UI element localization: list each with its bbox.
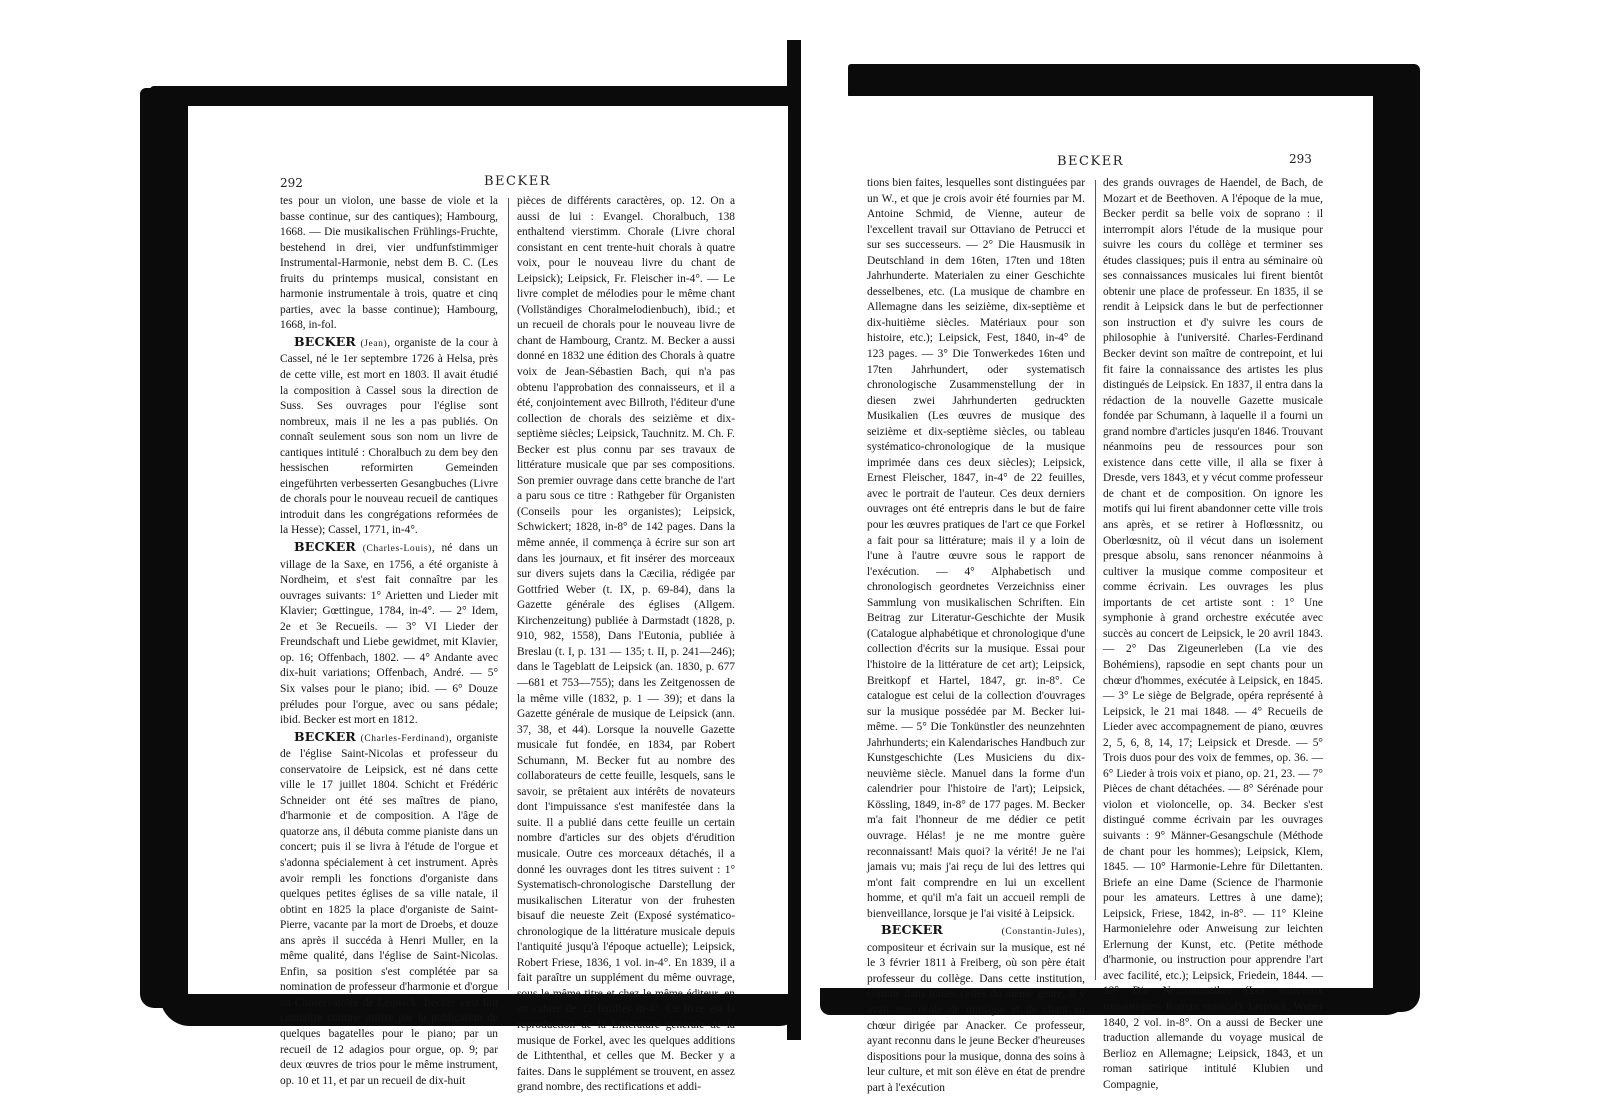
column-1 <box>867 176 1085 1096</box>
entry-text: , organiste de la cour à Cassel, né le 1er septembre 1726 à Helsa, près de cette ville, est mort en 1803. Il avait étudié la composition à Cassel sous la direction de Suss. Ses ouvrages pour l'église sont nombreux, mais il ne les a pas publiés. On connaît seulement sous son nom un livre de cantiques intitulé : Choralbuch zu dem bey den hessischen reformirten Gemeinden eingeführten verbesserten Gesangbuches (Livre de chorals pour le nouveau recueil de cantiques introduit dans les congrégations reformées de la Hesse); Cassel, 1771, in-4°. <box>280 336 498 537</box>
entry-given-name: (Constantin-Jules) <box>1001 927 1083 938</box>
paragraph: pièces de différents caractères, op. 12. On a aussi de lui : Evangel. Choralbuch, 138 enthaltend vierstimm. Chorale (Livre choral consistant en cent trente-huit chorals à quatre voix, pour le nouveau livre du chant de Leipsick); Leipsick, Fr. Fleischer in-4°. — Le livre complet de mélodies pour le même chant (Vollständiges Choralmelodienbuch), ibid.; et un recueil de chorals pour le nouveau livre de chant de Hambourg, Crantz. M. Becker a aussi donné en 1832 une édition des Chorals à quatre voix de Jean-Sébastien Bach, qui n'a pas obtenu l'approbation des connaisseurs, et il a été, conjointement avec Billroth, l'éditeur d'une collection de chorals des seizième et dix-septième siècles; Leipsick, Tauchnitz. M. Ch. F. Becker est plus connu par ses travaux de littérature musicale que par ses compositions. Son premier ouvrage dans cette branche de l'art a paru sous ce titre : Rathgeber für Organisten (Conseils pour les organistes); Leipsick, Schwickert; 1828, in-8° de 142 pages. Dans la même année, il commença à écrire sur son art dans les journaux, et fit insérer des morceaux sur divers sujets dans la Cæcilia, rédigée par Gottfried Weber (t. IX, p. 69-84), dans la Gazette générale des églises (Allgem. Kirchenzeitung) publiée à Darmstadt (1828, p. 910, 982, 1558), Dans l'Eutonia, publiée à Breslau (t. I, p. 131 — 135; t. II, p. 241—246); dans le Tageblatt de Leipsick (an. 1830, p. 677—681 et 753—755); dans les Zeitgenossen de la même ville (1832, p. 1 — 39); et dans la Gazette générale de musique de Leipsick (ann. 37, 38, et 44). Lorsque la nouvelle Gazette musicale fut fondée, en 1834, par Robert Schumann, M. Becker fut au nombre des collaborateurs de cette feuille, lesquels, sans le savoir, se prêtaient aux intérêts de novateurs dont l'impuissance s'est manifestée dans la suite. Il a publié dans cette feuille un certain nombre d'articles sur des objets d'érudition musicale. Outre ces morceaux détachés, il a donné les ouvrages dont les titres suivent : 1° Systematisch-chronologische Darstellung der musikalischen Literatur von der fruhesten bisauf die neueste Zeit (Exposé systématico-chronologique de la littérature musicale depuis l'antiquité jusqu'à l'époque actuelle); Leipsick, Robert Friese, 1836, 1 vol. in-4°. En 1839, il a fait paraître un supplément du même ouvrage, sous le même titre et chez le même éditeur, en un cahier de 12 feuilles in-4°. Ce livre est la reproduction de la Littérature générale de la musique de Forkel, avec les quelques additions de Lithtenthal, et celles que M. Becker y a faites. Dans le supplément se trouvent, en assez grand nombre, des rectifications et addi- <box>517 195 735 1094</box>
paragraph: tions bien faites, lesquelles sont distinguées par un W., et que je crois avoir été fournies par M. Antoine Schmid, de Vienne, auteur de l'excellent travail sur Ottaviano de Petrucci et sur ses successeurs. — 2° Die Hausmusik in Deutschland in dem 16ten, 17ten und 18ten Jahrhunderte. Materialen zu einer Geschichte desselbenes, etc. (La musique de chambre en Allemagne dans les seizième, dix-septième et dix-huitième siècles. Matériaux pour son histoire, etc.); Leipsick, Fest, 1840, in-4° de 123 pages. — 3° Die Tonwerkedes 16ten und 17ten Jahrhundert, oder systematisch chronologische Zusammenstellung der in diesen zwei Jahrhunderten gedruckten Musikalien (Les œuvres de musique des seizième et dix-septième siècles, ou tableau systématico-chronologique de la musique imprimée dans ces deux siècles); Leipsick, Ernest Fleischer, 1847, in-4° de 22 feuilles, avec le portrait de l'auteur. Ces deux derniers ouvrages ont été entrepris dans le but de faire pour les œuvres pratiques de l'art ce que Forkel a fait pour sa littérature; mais il y a loin de l'une à l'autre œuvre sous le rapport de l'exécution. — 4° Alphabetisch und chronologisch geordnetes Verzeichniss einer Sammlung von musikalischen Schriften. Ein Beitrag zur Literatur-Geschichte der Musik (Catalogue alphabétique et chronologique d'une collection d'écrits sur la musique. Essai pour l'histoire de la littérature de cet art); Leipsick, Breitkopf et Hartel, 1847, gr. in-8°. Ce catalogue est celui de la collection d'ouvrages sur la musique possédée par M. Becker lui-même. — 5° Die Tonkünstler des neunzehnten Jahrhunderts; ein Kalendarisches Handbuch zur Kunstgeschichte (Les Musiciens du dix-neuvième siècle. Manuel dans la forme d'un calendrier pour l'histoire de l'art); Leipsick, Kössling, 1849, in-8° de 177 pages. M. Becker m'a fait l'honneur de me dédier ce petit ouvrage. Hélas! je ne me montre guère reconnaissant! Mais quoi? la vérité! Je ne l'ai jamais vu; mais j'ai reçu de lui des lettres qui m'ont fait comprendre en lui un excellent homme, et qu'il m'a fait un accueil rempli de bienveillance, lorsque je l'ai visité à Leipsick. <box>867 177 1085 920</box>
entry-text: , organiste de l'église Saint-Nicolas et professeur du conservatoire de Leipsick, est né dans cette ville le 17 juillet 1804. Schicht et Frédéric Schneider ont été ses maîtres de piano, d'harmonie et de composition. A l'âge de quatorze ans, il débuta comme pianiste dans un concert; puis il se livra à l'étude de l'orgue et s'adonna spécialement à cet instrument. Après avoir rempli les fonctions d'organiste dans quelques petites églises de sa ville natale, il obtint en 1825 la place d'organiste de Saint-Pierre, vacante par la mort de Droebs, et douze ans après il succéda à Henri Muller, en la même qualité, dans l'église de Saint-Nicolas. Enfin, sa position s'est complétée par sa nomination de professeur d'harmonie et d'orgue au Conservatoire de Leipsick. Becker s'est fait connaître comme artiste par la publication de quelques bagatelles pour le piano; par un recueil de 12 adagios pour orgue, op. 9; par deux œuvres de trios pour le même instrument, op. 10 et 11, et par un recueil de dix-huit <box>280 731 498 1087</box>
paragraph: tes pour un violon, une basse de viole et la basse continue, sur des cantiques); Hambourg, 1668. — Die musikalischen Frühlings-Fruchte, bestehend in drei, vier undfunfstimmiger Instrumental-Harmonie, nebst dem B. C. (Les fruits du printemps musical, consistant en harmonie instrumentale à trois, quatre et cinq parties, avec la basse continue); Hambourg, 1668, in-fol. <box>280 195 498 332</box>
running-head: BECKER <box>1057 154 1124 169</box>
entry-text: , né dans un village de la Saxe, en 1756, a été organiste à Nordheim, et s'est fait connaître par les ouvrages suivants: 1° Arietten und Lieder mit Klavier; Gœttingue, 1784, in-4°. — 2° Idem, 2e et 3e Recueils. — 3° VI Lieder der Freundschaft und Liebe gewidmet, mit Klavier, op. 16; Offenbach, 1802. — 4° Andante avec dix-huit variations; Offenbach, André. — 5° Six valses pour le piano; ibid. — 6° Douze préludes pour l'orgue, avec ou sans pédale; ibid. Becker est mort en 1812. <box>280 542 498 727</box>
entry-headword: BECKER <box>881 922 944 938</box>
paragraph: des grands ouvrages de Haendel, de Bach, de Mozart et de Beethoven. A l'époque de la mue, Becker perdit sa belle voix de soprano : il interrompit alors l'étude de la musique pour suivre les cours du collège et terminer ses études classiques; puis il entra au séminaire où ses connaissances musicales lui firent bientôt obtenir une place de professeur. En 1835, il se rendit à Leipsick dans le but de perfectionner son instruction et d'y suivre les cours de philosophie à l'université. Charles-Ferdinand Becker devint son maître de contrepoint, et lui fit faire la connaissance des artistes les plus distingués de Leipsick. En 1837, il entra dans la rédaction de la nouvelle Gazette musicale fondée par Schumann, à laquelle il a fourni un grand nombre d'articles jusqu'en 1846. Trouvant néanmoins peu de ressources pour son existence dans cette ville, il alla se fixer à Dresde, vers 1843, et y vécut comme professeur de chant et de composition. On ignore les motifs qui lui firent abandonner cette ville trois ans après, et se retirer à Hoflœssnitz, ou Oberlœsnitz, où il vécut dans un isolement presque absolu, sans renoncer néanmoins à cultiver la musique comme compositeur et comme écrivain. Les ouvrages les plus importants de cet artiste sont : 1° Une symphonie à grand orchestre exécutée avec succès au concert de Leipsick, le 20 avril 1843. — 2° Das Zigeunerleben (La vie des Bohémiens), rapsodie en sept chants pour un chœur d'hommes, exécutée à Leipsick, en 1845. — 3° Le siège de Belgrade, opéra représenté à Leipsick, le 21 mai 1848. — 4° Recueils de Lieder avec accompagnement de piano, œuvres 2, 5, 6, 8, 14, 17; Leipsick et Dresde. — 5° Trois duos pour des voix de femmes, op. 36. — 6° Lieder à trois voix et piano, op. 21, 23. — 7° Pièces de chant détachées. — 8° Sérénade pour violon et violoncelle, op. 34. Becker s'est distingué comme écrivain par les ouvrages suivants : 9° Männer-Gesangschule (Méthode de chant pour les hommes); Leipsick, Klem, 1845. — 10° Harmonie-Lehre für Dilettanten. Briefe an eine Dame (Science de l'harmonie pour les amateurs. Lettres à une dame); Leipsick, Friese, 1842, in-8°. — 11° Kleine Harmonielehre oder Anweisung zur leichten Erlernung der Kunst, etc. (Petite méthode d'harmonie, ou instruction pour apprendre l'art avec facilité, etc.); Leipsick, Friedein, 1844. — 12° Die Neuromantiker (Les nouveaux romantiques. Roman musical); Leipsick, Weber 1840, 2 vol. in-8°. On a aussi de Becker une traduction allemande du voyage musical de Berlioz en Allemagne; Leipsick, 1843, et un roman satirique intitulé Klubien und Compagnie, <box>1103 177 1323 1091</box>
right-page <box>801 96 1373 1094</box>
scan-edge-right <box>1370 64 1420 1012</box>
scan-edge-left <box>140 88 192 1008</box>
left-page <box>188 106 788 1094</box>
running-head: BECKER <box>484 174 551 189</box>
scan-edge-top-right <box>848 64 1416 98</box>
entry-headword: BECKER <box>294 728 357 744</box>
dictionary-entry <box>867 922 1085 1096</box>
dictionary-entry <box>280 729 498 1090</box>
entry-headword: BECKER <box>294 539 357 555</box>
column-rule <box>1095 180 1096 980</box>
column-2 <box>1103 176 1323 1093</box>
page-number: 293 <box>1289 152 1312 166</box>
scan-edge-gutter <box>787 40 801 1040</box>
dictionary-entry <box>280 334 498 539</box>
column-1 <box>280 194 498 1089</box>
entry-given-name: (Charles-Louis) <box>362 544 432 555</box>
entry-given-name: (Jean) <box>360 338 388 349</box>
page-number: 292 <box>280 176 303 190</box>
column-rule <box>508 198 509 990</box>
entry-headword: BECKER <box>294 333 357 349</box>
dictionary-entry <box>280 539 498 729</box>
entry-text: , compositeur et écrivain sur la musique, est né le 3 février 1811 à Freiberg, où son père était professeur du collège. Dans cette institution, comme dans toutes celles du même genre, il y avait une école de musique et de chant en chœur dirigée par Anacker. Ce professeur, ayant reconnu dans le jeune Becker d'heureuses dispositions pour la musique, donna des soins à leur culture, et mit son élève en état de prendre part à l'exécution <box>867 925 1085 1094</box>
entry-given-name: (Charles-Ferdinand) <box>360 733 450 744</box>
column-2 <box>517 194 735 1096</box>
